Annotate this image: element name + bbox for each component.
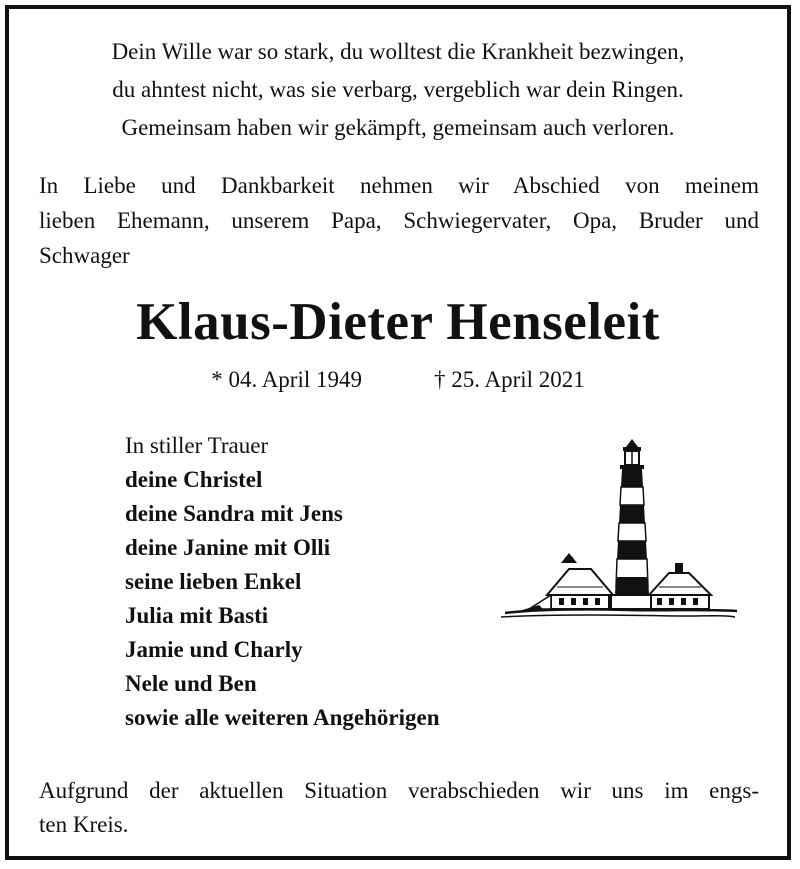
farewell-line: lieben Ehemann, unserem Papa, Schwiegervater, Opa, Bruder und	[39, 208, 759, 233]
obituary-notice	[5, 5, 791, 860]
mourner-name: deine Janine mit Olli	[125, 535, 331, 560]
farewell-line: In Liebe und Dankbarkeit nehmen wir Abschied von meinem	[39, 173, 759, 198]
birth-date: * 04. April 1949	[211, 367, 362, 392]
mourner-name: Nele und Ben	[125, 671, 257, 696]
mourners-intro: In stiller Trauer	[125, 433, 269, 458]
deceased-name: Klaus-Dieter Henseleit	[136, 293, 660, 351]
closing-line: ten Kreis.	[39, 812, 129, 837]
poem-line: Gemeinsam haben wir gekämpft, gemeinsam auch verloren.	[121, 115, 675, 140]
mourners-list	[125, 429, 440, 735]
mourner-name: sowie alle weiteren Angehörigen	[125, 705, 440, 730]
mourner-name: Julia mit Basti	[125, 603, 269, 628]
death-date: † 25. April 2021	[434, 367, 585, 392]
closing-line: Aufgrund der aktuellen Situation verabschieden wir uns im engs-	[39, 778, 759, 803]
mourner-name: deine Sandra mit Jens	[125, 501, 343, 526]
life-dates	[9, 367, 787, 393]
closing-text	[39, 774, 759, 842]
poem-line: Dein Wille war so stark, du wolltest die Krankheit bezwingen,	[111, 39, 685, 64]
farewell-line: Schwager	[39, 243, 130, 268]
farewell-text	[39, 168, 759, 273]
lighthouse-icon	[499, 437, 739, 622]
mourner-name: seine lieben Enkel	[125, 569, 302, 594]
poem-line: du ahntest nicht, was sie verbarg, vergeblich war dein Ringen.	[112, 77, 684, 102]
mourner-name: Jamie und Charly	[125, 637, 303, 662]
poem	[9, 33, 787, 147]
mourner-name: deine Christel	[125, 467, 263, 492]
